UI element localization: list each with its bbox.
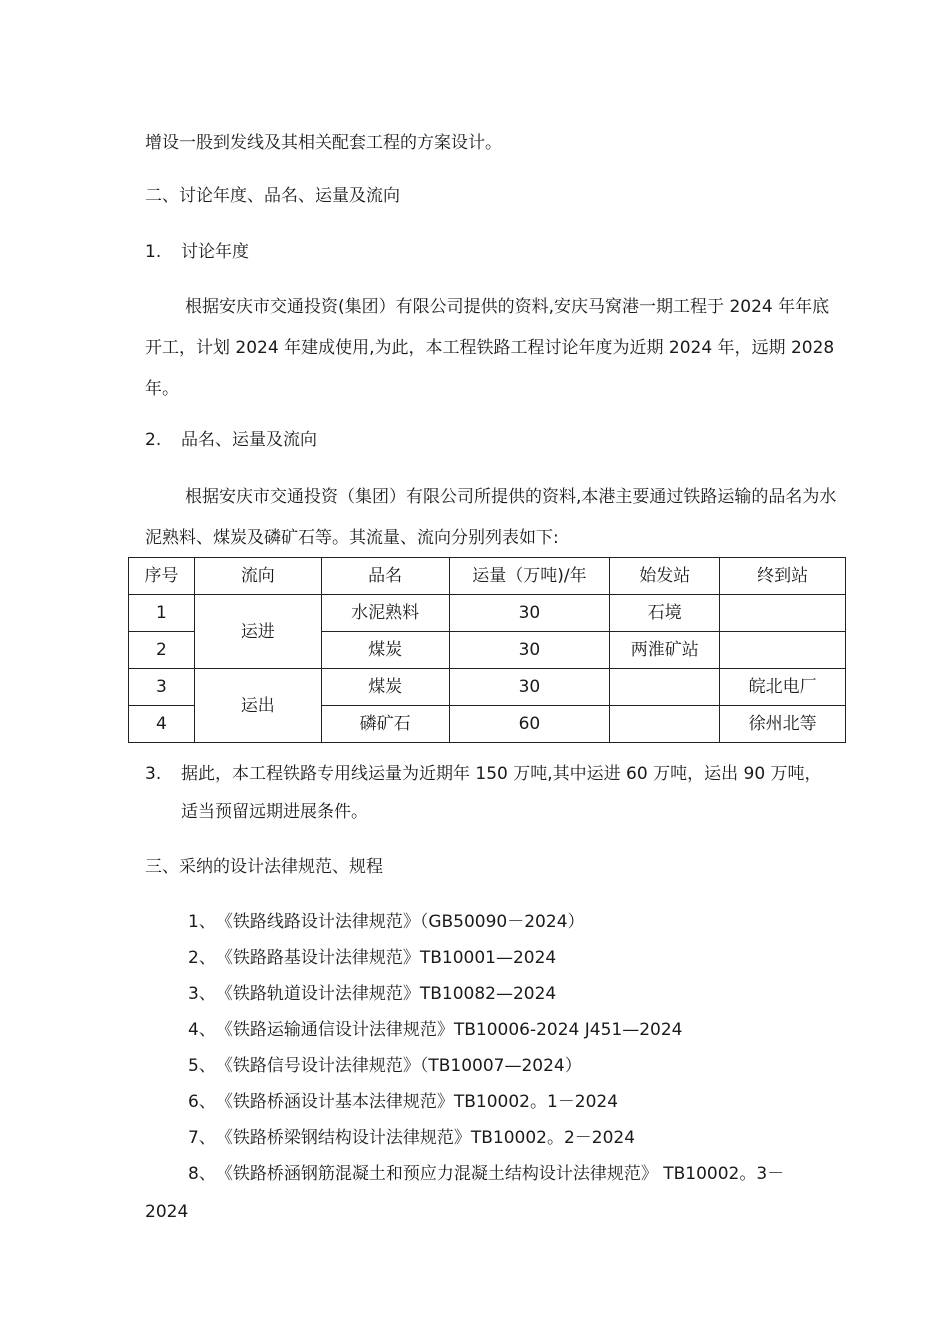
section-heading-2: 二、讨论年度、品名、运量及流向 [145, 186, 400, 206]
header-cell: 品名 [321, 558, 449, 595]
subsection-title: 品名、运量及流向 [181, 430, 317, 450]
reference-item [188, 1054, 582, 1078]
table-cell [610, 706, 720, 743]
subsection-1-heading [145, 240, 249, 264]
table-cell: 煤炭 [321, 669, 449, 706]
subsection-number: 3. [145, 764, 162, 784]
header-cell: 序号 [129, 558, 195, 595]
reference-item [188, 910, 585, 934]
section-heading-3: 三、采纳的设计法律规范、规程 [145, 857, 383, 877]
reference-number: 2、 [188, 948, 216, 968]
research-year-paragraph: 根据安庆市交通投资(集团）有限公司提供的资料,安庆马窝港一期工程于 2024 年年底开工，计划 2024 年建成使用,为此，本工程铁路工程讨论年度为近期 2024 年，远期 2028 年。 [145, 297, 835, 399]
table-cell: 1 [129, 595, 195, 632]
reference-text: 《铁路线路设计法律规范》（GB50090－2024） [215, 912, 585, 932]
subsection-number: 2. [145, 430, 162, 450]
subsection-number: 1. [145, 242, 162, 262]
table-cell [720, 595, 846, 632]
flow-direction-cell: 运进 [194, 595, 321, 669]
table-cell: 徐州北等 [720, 706, 846, 743]
reference-text: 《铁路桥梁钢结构设计法律规范》TB10002。2－2024 [215, 1128, 636, 1148]
table-header-row [129, 558, 846, 595]
reference-number: 6、 [188, 1092, 216, 1112]
freight-table [128, 557, 846, 743]
table-cell [610, 669, 720, 706]
reference-item [188, 1162, 784, 1186]
reference-item [188, 1018, 682, 1042]
reference-number: 7、 [188, 1128, 216, 1148]
header-cell: 流向 [194, 558, 321, 595]
reference-text: 《铁路运输通信设计法律规范》TB10006-2024 J451—2024 [215, 1020, 683, 1040]
reference-text: 《铁路轨道设计法律规范》TB10082—2024 [215, 984, 557, 1004]
table-cell: 60 [449, 706, 610, 743]
table-cell: 石境 [610, 595, 720, 632]
reference-item-continuation: 2024 [145, 1202, 189, 1222]
table-row [129, 595, 846, 632]
subsection-title: 讨论年度 [181, 242, 249, 262]
reference-text: 《铁路路基设计法律规范》TB10001—2024 [215, 948, 557, 968]
freight-paragraph: 根据安庆市交通投资（集团）有限公司所提供的资料,本港主要通过铁路运输的品名为水泥熟料、煤炭及磷矿石等。其流量、流向分别列表如下: [145, 487, 837, 548]
reference-text: 《铁路桥涵钢筋混凝土和预应力混凝土结构设计法律规范》 TB10002。3－ [215, 1164, 785, 1184]
reference-item [188, 946, 556, 970]
table-cell: 30 [449, 632, 610, 669]
subsection-3-text: 据此，本工程铁路专用线运量为近期年 150 万吨,其中运进 60 万吨，运出 90 万吨，适当预留远期进展条件。 [181, 764, 822, 822]
reference-text: 《铁路桥涵设计基本法律规范》TB10002。1－2024 [215, 1092, 619, 1112]
header-cell: 终到站 [720, 558, 846, 595]
reference-item [188, 1126, 635, 1150]
reference-item [188, 1090, 618, 1114]
table-cell: 皖北电厂 [720, 669, 846, 706]
table-row [129, 669, 846, 706]
table-cell: 2 [129, 632, 195, 669]
reference-text: 《铁路信号设计法律规范》（TB10007—2024） [215, 1056, 582, 1076]
reference-number: 1、 [188, 912, 216, 932]
table-cell: 磷矿石 [321, 706, 449, 743]
table-cell: 煤炭 [321, 632, 449, 669]
header-cell: 运量（万吨)/年 [449, 558, 610, 595]
reference-number: 8、 [188, 1164, 216, 1184]
table-cell: 两淮矿站 [610, 632, 720, 669]
table-cell: 30 [449, 595, 610, 632]
table-cell [720, 632, 846, 669]
header-cell: 始发站 [610, 558, 720, 595]
paragraph-continuation: 增设一股到发线及其相关配套工程的方案设计。 [145, 133, 502, 153]
subsection-2-heading [145, 428, 317, 452]
reference-number: 5、 [188, 1056, 216, 1076]
flow-direction-cell: 运出 [194, 669, 321, 743]
table-cell: 3 [129, 669, 195, 706]
reference-item [188, 982, 556, 1006]
table-cell: 水泥熟料 [321, 595, 449, 632]
reference-number: 4、 [188, 1020, 216, 1040]
reference-number: 3、 [188, 984, 216, 1004]
table-cell: 30 [449, 669, 610, 706]
table-cell: 4 [129, 706, 195, 743]
subsection-3 [145, 755, 835, 831]
